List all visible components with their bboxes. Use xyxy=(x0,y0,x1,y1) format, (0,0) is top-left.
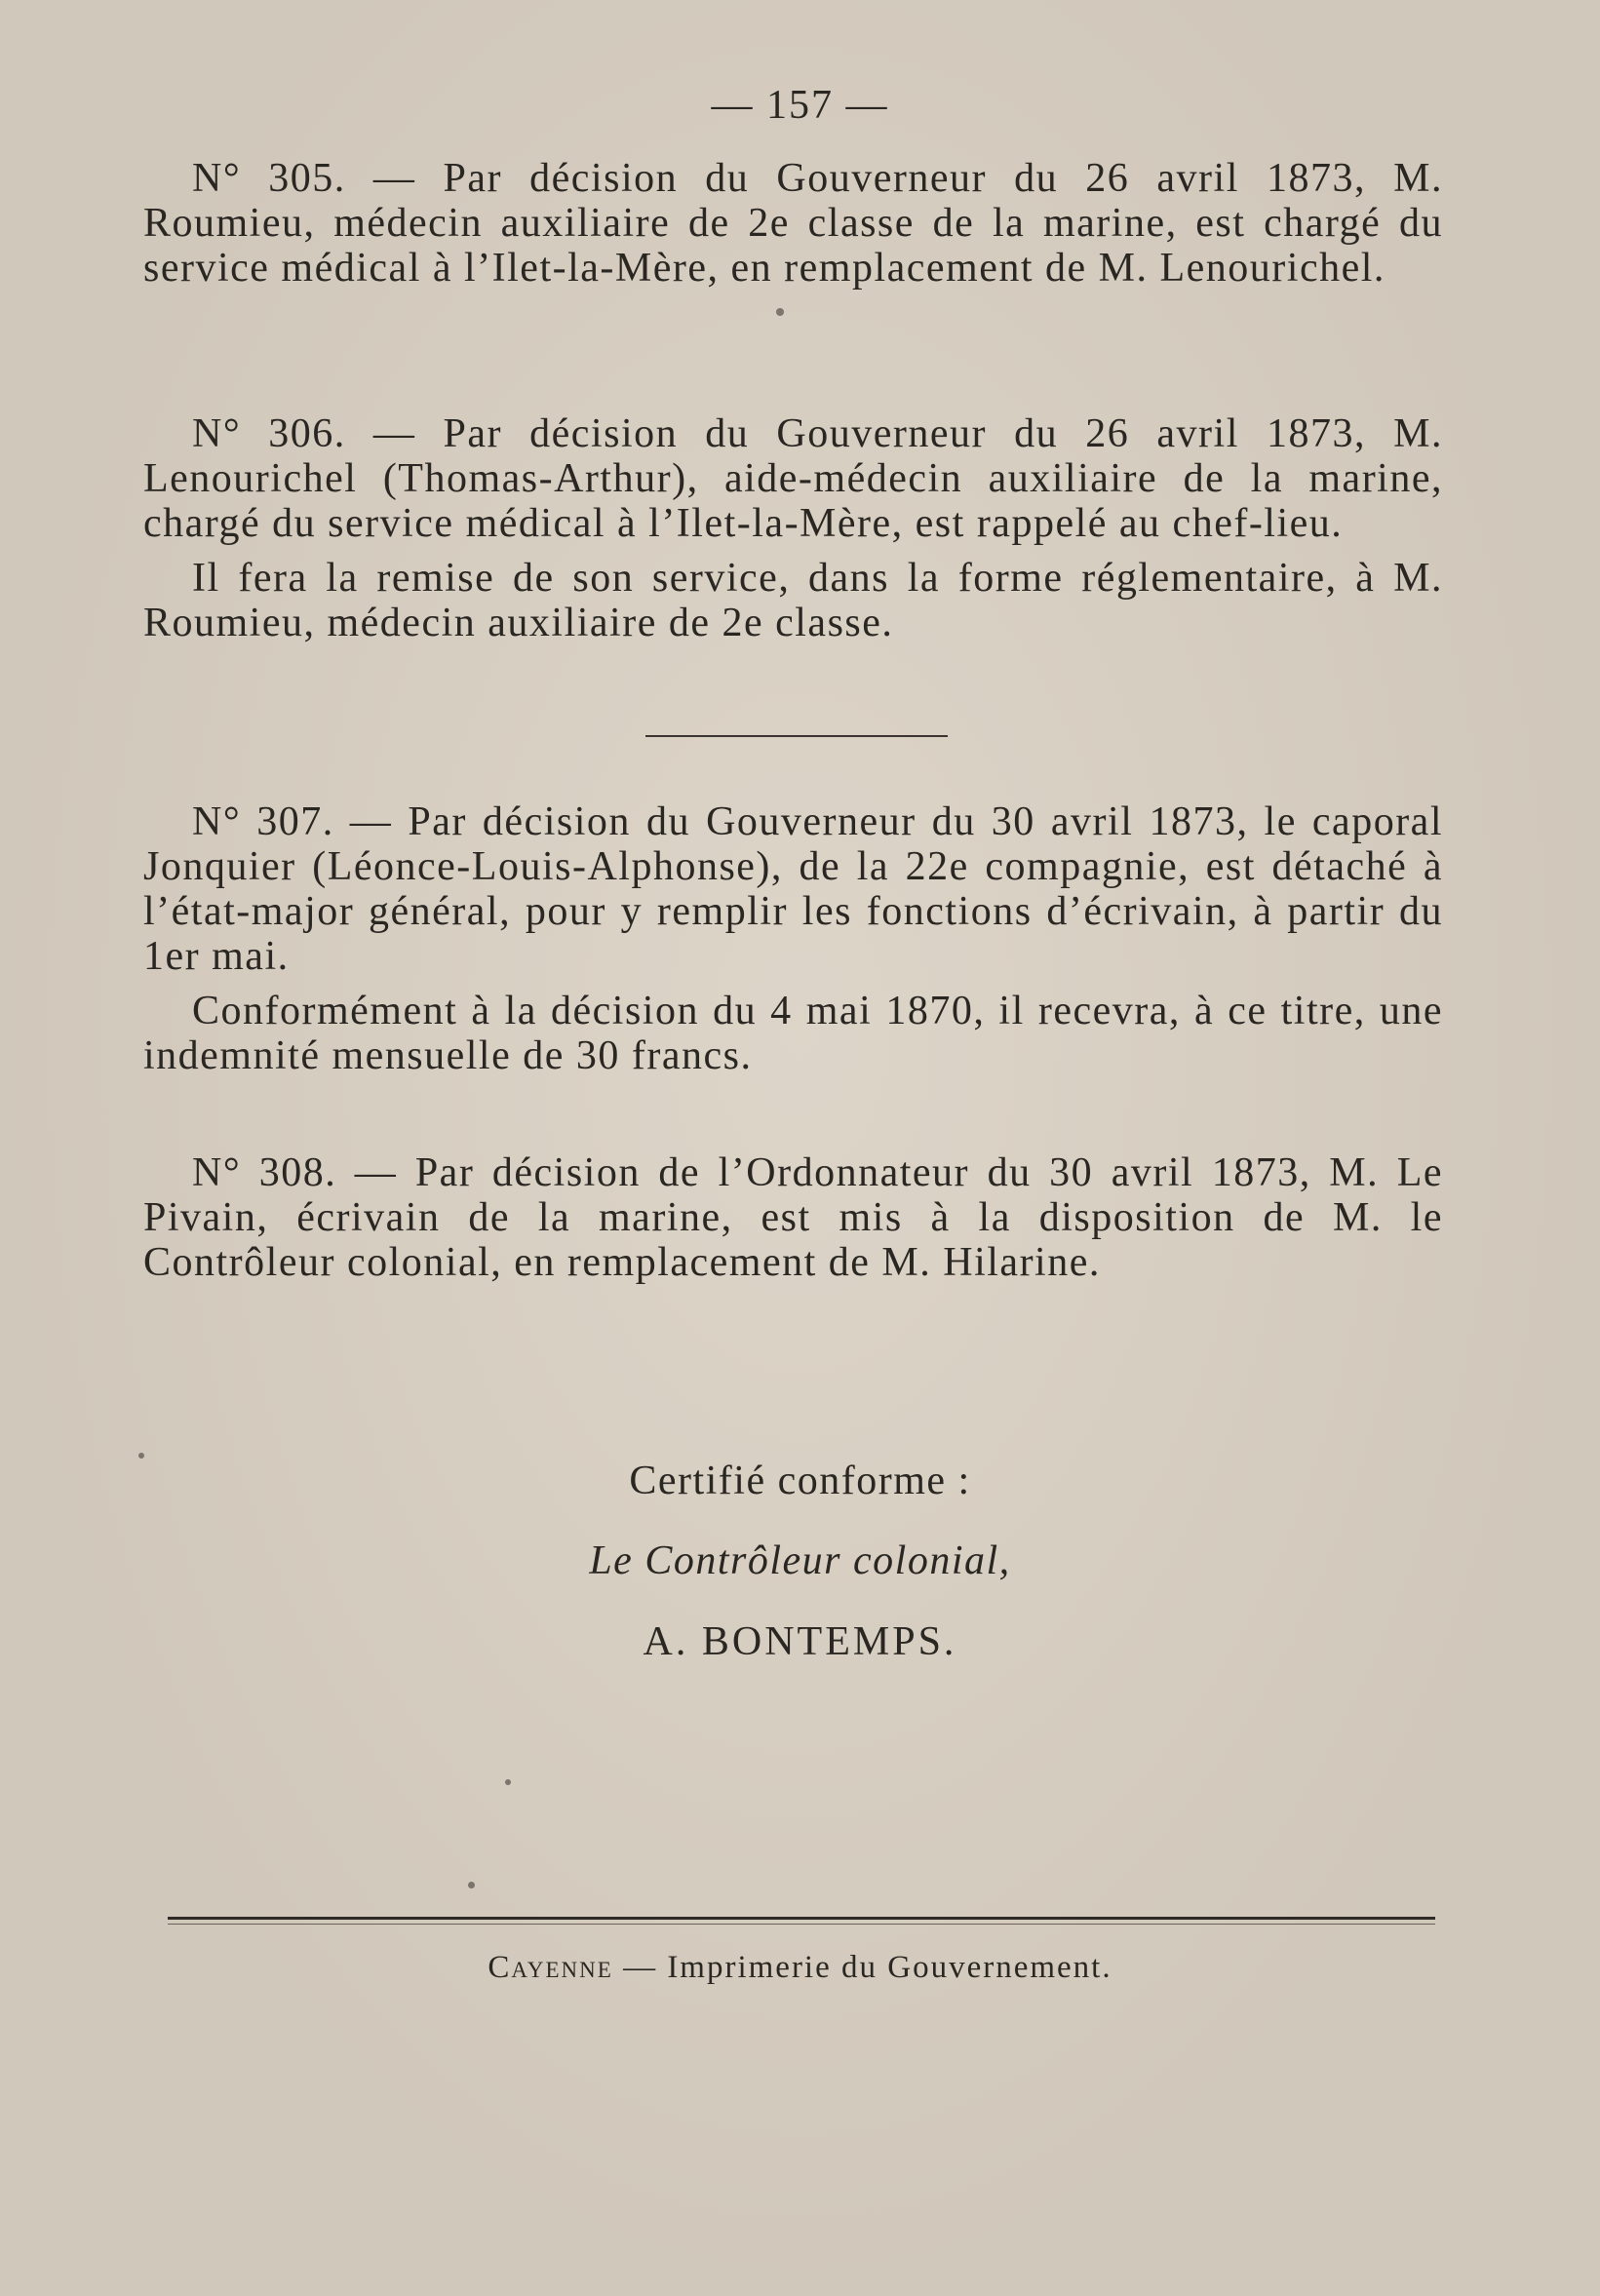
paper-speck xyxy=(776,308,784,316)
entry-paragraph: N° 308. — Par décision de l’Ordonnateur du 30 avril 1873, M. Le Pivain, écrivain de la marine, est mis à la disposition de M. le Contrôleur colonial, en remplacement de M. Hilarine. xyxy=(143,1150,1443,1285)
decision-entry-306 xyxy=(143,411,1443,645)
certifier-signature: A. BONTEMPS. xyxy=(643,1619,957,1664)
page-number: — 157 — xyxy=(711,83,889,128)
decision-entry-308 xyxy=(143,1150,1443,1285)
paper-speck xyxy=(138,1453,144,1459)
entry-paragraph: Conformément à la décision du 4 mai 1870, il recevra, à ce titre, une indemnité mensuelle de 30 francs. xyxy=(143,989,1443,1078)
entry-paragraph: N° 306. — Par décision du Gouverneur du 26 avril 1873, M. Lenourichel (Thomas-Arthur), aide-médecin auxiliaire de la marine, chargé du service médical à l’Ilet-la-Mère, est rappelé au chef-lieu. xyxy=(143,411,1443,546)
certification-line: Certifié conforme : xyxy=(629,1459,971,1503)
decision-entry-307 xyxy=(143,799,1443,1078)
section-separator xyxy=(645,735,948,737)
imprint-city: Cayenne xyxy=(488,1950,613,1985)
entry-paragraph: N° 305. — Par décision du Gouverneur du 26 avril 1873, M. Roumieu, médecin auxiliaire de 2e classe de la marine, est chargé du service médical à l’Ilet-la-Mère, en remplacement de M. Lenourichel. xyxy=(143,156,1443,291)
imprint-text: — Imprimerie du Gouvernement. xyxy=(623,1950,1112,1985)
entry-paragraph: N° 307. — Par décision du Gouverneur du 30 avril 1873, le caporal Jonquier (Léonce-Louis-Alphonse), de la 22e compagnie, est détaché à l’état-major général, pour y remplir les fonctions d’écrivain, à partir du 1er mai. xyxy=(143,799,1443,979)
footer-rule xyxy=(168,1917,1435,1925)
entry-paragraph: Il fera la remise de son service, dans la forme réglementaire, à M. Roumieu, médecin auxiliaire de 2e classe. xyxy=(143,556,1443,645)
paper-speck xyxy=(468,1882,475,1888)
paper-speck xyxy=(505,1779,511,1785)
decision-entry-305 xyxy=(143,156,1443,291)
certifier-title: Le Contrôleur colonial, xyxy=(589,1538,1011,1583)
printer-imprint xyxy=(0,1950,1600,1986)
